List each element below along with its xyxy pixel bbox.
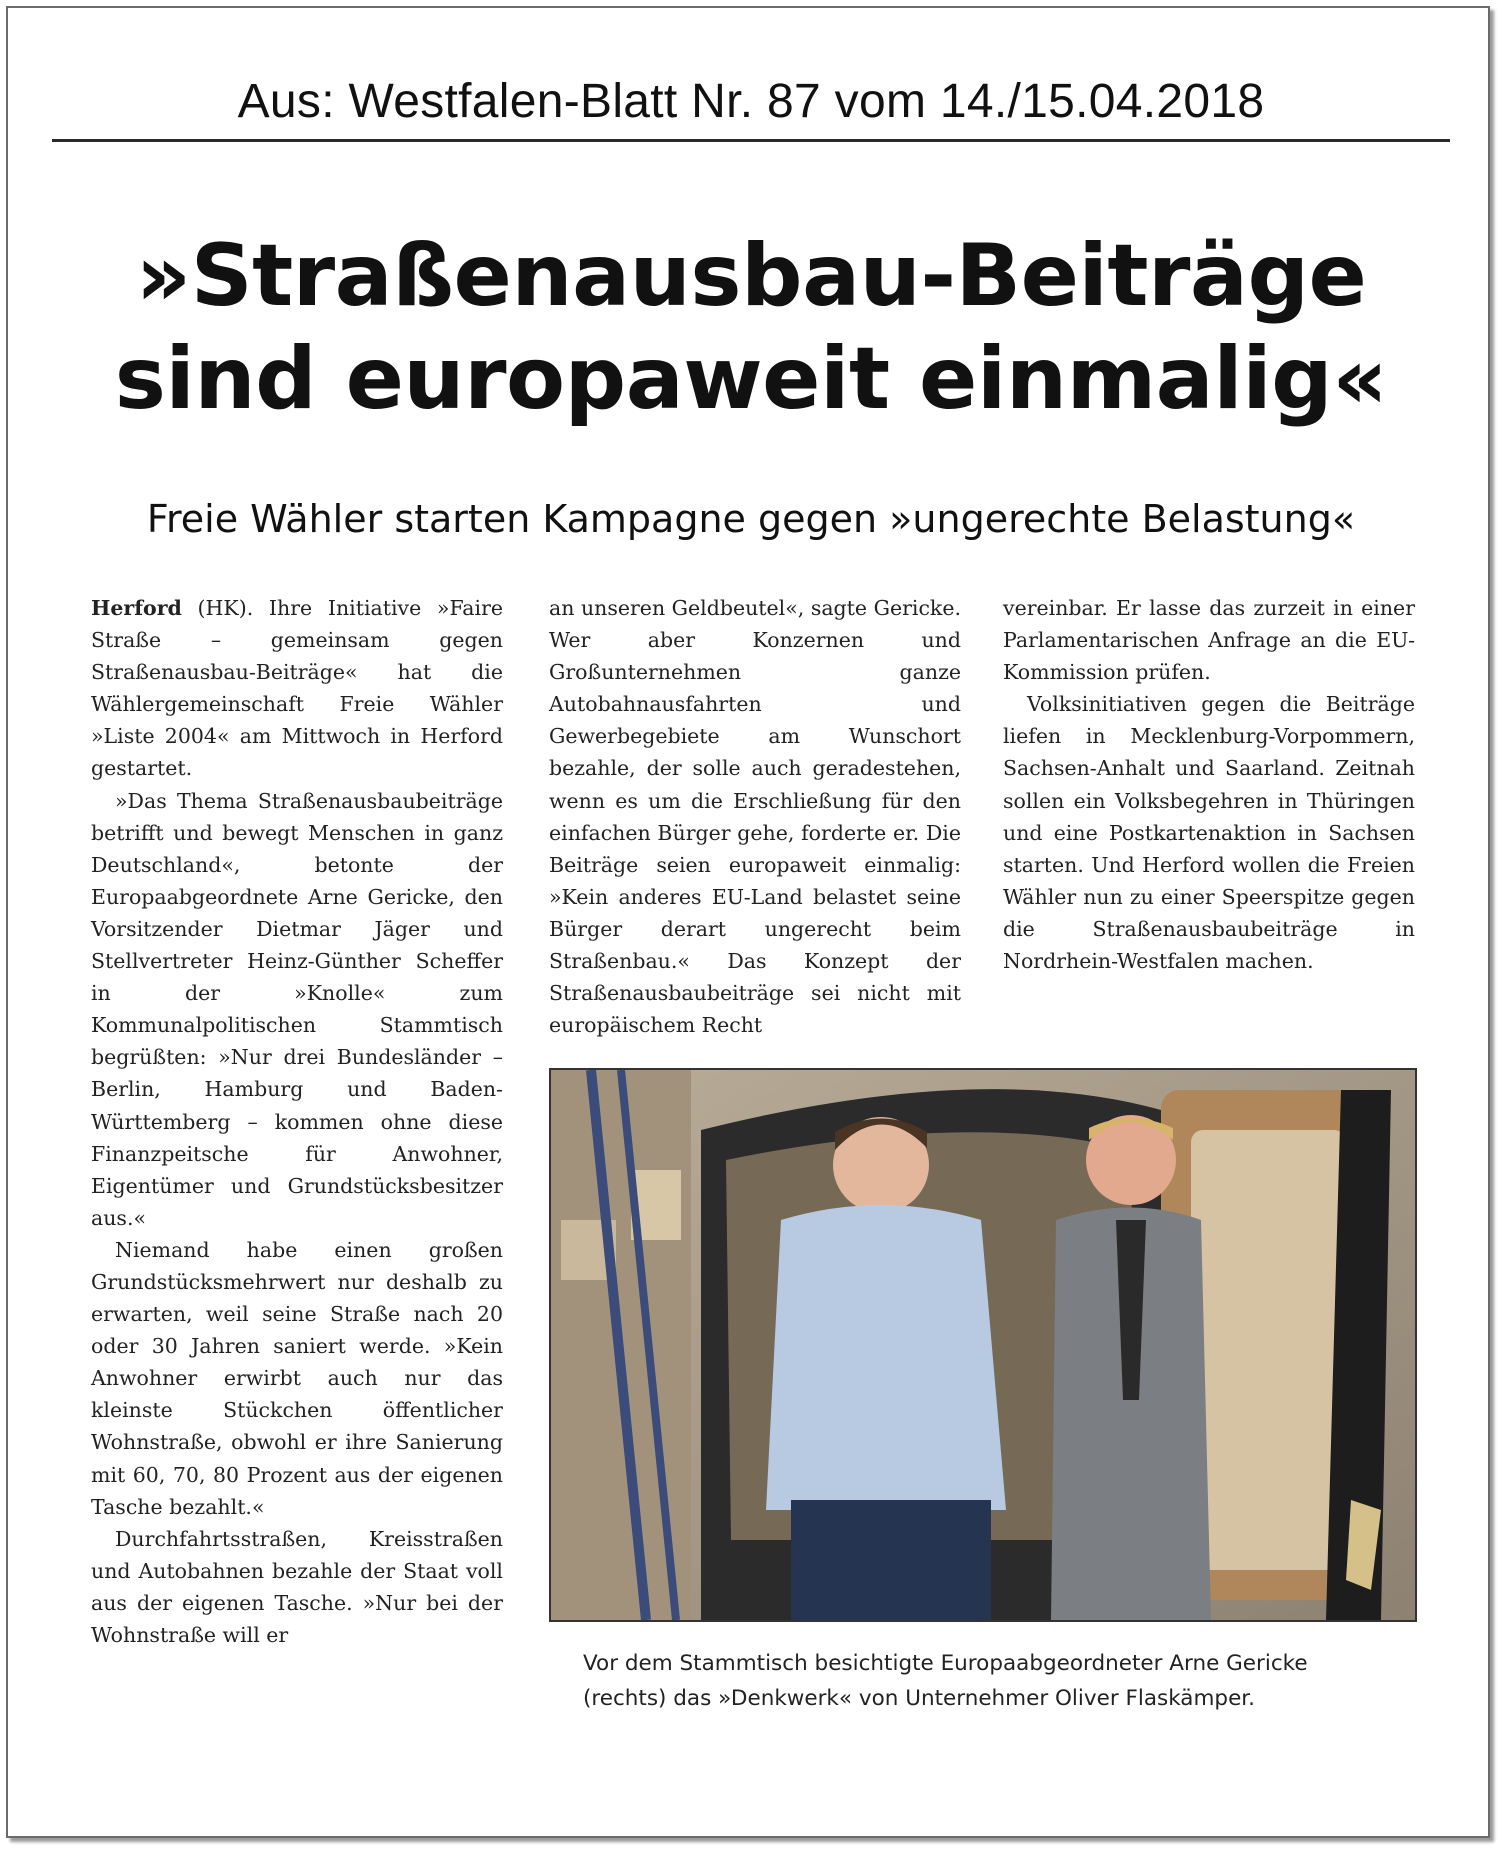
- header-rule: [52, 139, 1450, 142]
- headline-line-1: »Straßenausbau-Beiträge: [135, 226, 1367, 326]
- paragraph: »Das Thema Straßenausbaubeiträge betrifft und bewegt Menschen in ganz Deutschland«, betonte der Europaabgeordnete Arne Gericke, den Vorsitzender Dietmar Jäger und Stellvertreter Heinz-Günther Scheffer in der »Knolle« zum Kommunalpolitischen Stammtisch begrüßten: »Nur drei Bundesländer – Berlin, Hamburg und Baden-Württemberg – kommen ohne diese Finanzpeitsche für Anwohner, Eigentümer und Grundstücksbesitzer aus.«: [91, 788, 503, 1230]
- subheadline: Freie Wähler starten Kampagne gegen »ungerechte Belastung«: [146, 497, 1356, 541]
- paragraph: vereinbar. Er lasse das zurzeit in einer Parlamentarischen Anfrage an die EU-Kommission prüfen.: [1003, 596, 1415, 685]
- dateline: Herford: [91, 596, 182, 620]
- paragraph-text: (HK). Ihre Initiative »Faire Straße – gemeinsam gegen Straßenausbau-Beiträge« hat die Wählergemeinschaft Freie Wähler »Liste 2004« am Mittwoch in Herford gestartet.: [91, 596, 503, 781]
- paragraph: [91, 592, 503, 785]
- article-column-3: [1003, 592, 1415, 977]
- caption-line-2: (rechts) das »Denkwerk« von Unternehmer Oliver Flaskämper.: [583, 1686, 1255, 1711]
- article-column-2: [549, 592, 961, 1041]
- paragraph: Niemand habe einen großen Grundstücksmehrwert nur deshalb zu erwarten, weil seine Straße nach 20 oder 30 Jahren saniert werde. »Kein Anwohner erwirbt auch nur das kleinste Stückchen öffentlicher Wohnstraße, obwohl er ihre Sanierung mit 60, 70, 80 Prozent aus der eigenen Tasche bezahlt.«: [91, 1237, 503, 1519]
- headline-line-2: sind europaweit einmalig«: [114, 329, 1388, 429]
- article-column-1: [91, 592, 503, 1651]
- paragraph: Durchfahrtsstraßen, Kreisstraßen und Autobahnen bezahle der Staat voll aus der eigenen Tasche. »Nur bei der Wohnstraße will er: [91, 1526, 503, 1647]
- headline: [52, 225, 1450, 431]
- photo-caption: [583, 1646, 1403, 1716]
- paragraph: Volksinitiativen gegen die Beiträge liefen in Mecklenburg-Vorpommern, Sachsen-Anhalt und Saarland. Zeitnah sollen ein Volksbegehren in Thüringen und eine Postkartenaktion in Sachsen starten. Und Herford wollen die Freien Wähler nun zu einer Speerspitze gegen die Straßenausbaubeiträge in Nordrhein-Westfalen machen.: [1003, 692, 1415, 974]
- paragraph: an unseren Geldbeutel«, sagte Gericke. Wer aber Konzernen und Großunternehmen ganze Autobahnausfahrten und Gewerbegebiete am Wunschort bezahle, der solle auch geradestehen, wenn es um die Erschließung für den einfachen Bürger gehe, forderte er. Die Beiträge seien europaweit einmalig: »Kein anderes EU-Land belastet seine Bürger derart ungerecht beim Straßenbau.« Das Konzept der Straßenausbaubeiträge sei nicht mit europäischem Recht: [549, 596, 961, 1038]
- photo-illustration: [551, 1070, 1415, 1620]
- caption-line-1: Vor dem Stammtisch besichtigte Europaabgeordneter Arne Gericke: [583, 1651, 1308, 1676]
- source-line: Aus: Westfalen-Blatt Nr. 87 vom 14./15.04.2018: [237, 75, 1265, 128]
- article-photo: [549, 1068, 1417, 1622]
